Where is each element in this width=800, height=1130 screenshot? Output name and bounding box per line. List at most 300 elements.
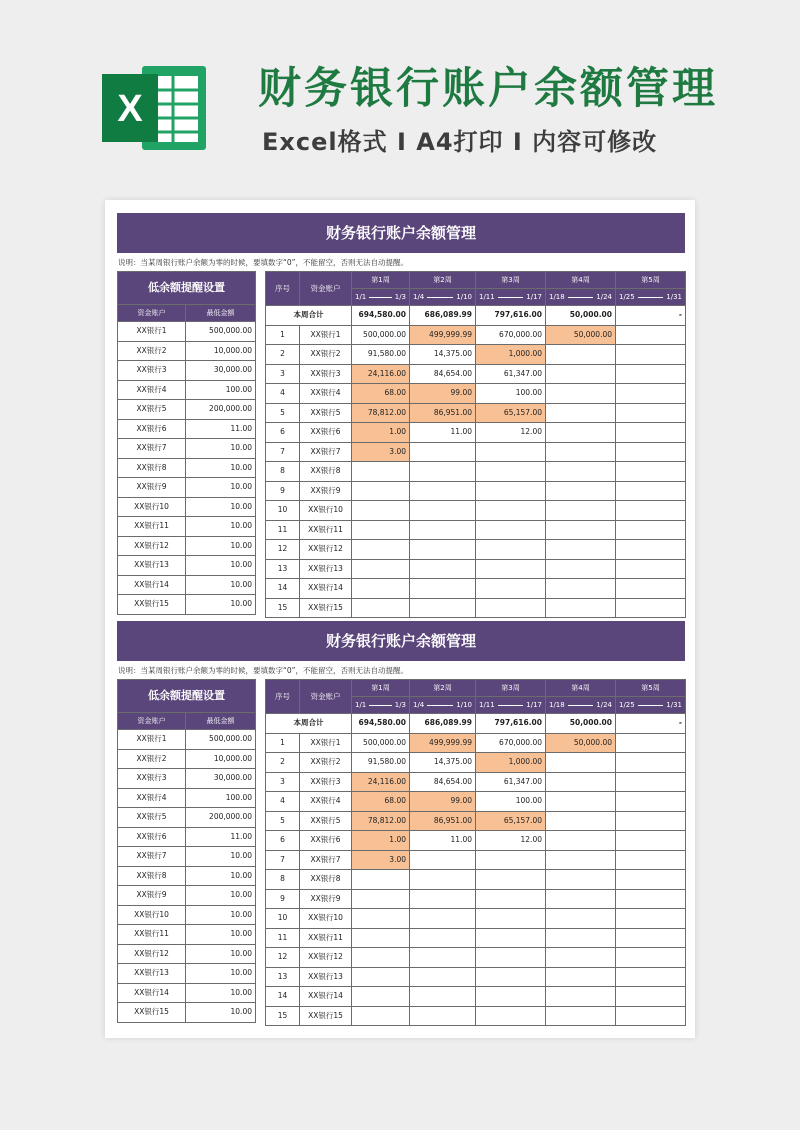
table-row — [266, 442, 686, 462]
range-dash — [638, 297, 664, 298]
balance-cell — [616, 909, 686, 929]
min-amount: 10.00 — [186, 595, 256, 615]
table-row — [266, 850, 686, 870]
row-number: 9 — [266, 481, 300, 501]
week-total: 686,089.99 — [410, 714, 476, 734]
range-dash — [568, 297, 594, 298]
balance-cell — [352, 520, 410, 540]
account-name: XX银行5 — [118, 400, 186, 420]
row-number: 1 — [266, 733, 300, 753]
range-dash — [427, 705, 453, 706]
column-header-no: 序号 — [266, 680, 300, 714]
balance-cell — [410, 559, 476, 579]
week-start-date: 1/11 — [479, 701, 495, 709]
min-amount: 10.00 — [186, 944, 256, 964]
account-name: XX银行8 — [300, 870, 352, 890]
row-number: 9 — [266, 889, 300, 909]
min-amount: 10.00 — [186, 439, 256, 459]
balance-cell: 91,580.00 — [352, 753, 410, 773]
week-end-date: 1/10 — [456, 293, 472, 301]
account-name: XX银行12 — [300, 948, 352, 968]
table-row — [266, 1006, 686, 1026]
table-row — [118, 730, 256, 750]
range-dash — [427, 297, 453, 298]
week-range — [616, 289, 686, 306]
range-dash — [498, 705, 524, 706]
balance-cell — [410, 501, 476, 521]
balance-cell — [616, 948, 686, 968]
balance-cell: 499,999.99 — [410, 733, 476, 753]
account-name: XX银行1 — [300, 733, 352, 753]
balance-cell — [546, 423, 616, 443]
account-name: XX银行5 — [300, 811, 352, 831]
row-number: 7 — [266, 442, 300, 462]
week-label: 第5周 — [616, 680, 686, 697]
balance-cell — [616, 870, 686, 890]
account-name: XX银行15 — [118, 595, 186, 615]
weekly-balance-table — [265, 679, 686, 1026]
balance-cell — [616, 364, 686, 384]
account-name: XX银行3 — [118, 361, 186, 381]
table-row — [266, 364, 686, 384]
table-row — [266, 753, 686, 773]
table-row — [118, 983, 256, 1003]
balance-cell — [616, 403, 686, 423]
balance-cell — [410, 598, 476, 618]
table-row — [266, 909, 686, 929]
balance-cell — [476, 540, 546, 560]
table-row — [118, 925, 256, 945]
week-label: 第1周 — [352, 272, 410, 289]
account-name: XX银行6 — [300, 423, 352, 443]
table-row — [266, 870, 686, 890]
account-name: XX银行4 — [300, 792, 352, 812]
table-row — [118, 419, 256, 439]
balance-cell — [352, 909, 410, 929]
week-label: 第4周 — [546, 680, 616, 697]
balance-cell — [616, 1006, 686, 1026]
page-subtitle: Excel格式 I A4打印 I 内容可修改 — [262, 128, 658, 156]
week-total: 686,089.99 — [410, 306, 476, 326]
account-name: XX银行5 — [300, 403, 352, 423]
account-name: XX银行3 — [300, 772, 352, 792]
min-amount: 10.00 — [186, 556, 256, 576]
week-range — [546, 697, 616, 714]
balance-cell — [476, 1006, 546, 1026]
week-label: 第3周 — [476, 272, 546, 289]
week-end-date: 1/10 — [456, 701, 472, 709]
balance-cell — [476, 850, 546, 870]
min-amount: 10.00 — [186, 1003, 256, 1023]
account-name: XX银行4 — [118, 380, 186, 400]
balance-cell: 50,000.00 — [546, 325, 616, 345]
balance-cell — [352, 462, 410, 482]
balance-cell — [546, 598, 616, 618]
table-row — [266, 501, 686, 521]
account-name: XX银行10 — [300, 501, 352, 521]
row-number: 14 — [266, 987, 300, 1007]
balance-cell — [410, 540, 476, 560]
balance-cell — [546, 753, 616, 773]
week-end-date: 1/24 — [596, 701, 612, 709]
balance-cell: 78,812.00 — [352, 403, 410, 423]
balance-cell — [352, 889, 410, 909]
balance-cell — [476, 520, 546, 540]
account-name: XX银行1 — [300, 325, 352, 345]
balance-cell — [546, 870, 616, 890]
balance-cell: 14,375.00 — [410, 345, 476, 365]
balance-cell — [546, 889, 616, 909]
balance-cell: 1,000.00 — [476, 753, 546, 773]
balance-cell — [476, 598, 546, 618]
row-number: 3 — [266, 364, 300, 384]
row-number: 10 — [266, 501, 300, 521]
week-range — [410, 289, 476, 306]
account-name: XX银行4 — [118, 788, 186, 808]
balance-cell — [410, 870, 476, 890]
totals-row — [266, 306, 686, 326]
header-banner — [0, 0, 800, 190]
row-number: 4 — [266, 384, 300, 404]
row-number: 6 — [266, 831, 300, 851]
account-name: XX银行3 — [300, 364, 352, 384]
row-number: 7 — [266, 850, 300, 870]
balance-cell — [546, 364, 616, 384]
account-name: XX银行15 — [300, 598, 352, 618]
table-row — [118, 478, 256, 498]
balance-cell — [410, 967, 476, 987]
table-row — [266, 948, 686, 968]
account-name: XX银行11 — [118, 517, 186, 537]
week-start-date: 1/25 — [619, 701, 635, 709]
balance-cell — [476, 948, 546, 968]
row-number: 15 — [266, 598, 300, 618]
column-header-account: 资金账户 — [118, 305, 186, 322]
table-row — [118, 749, 256, 769]
balance-cell — [476, 967, 546, 987]
table-row — [118, 400, 256, 420]
week-start-date: 1/18 — [549, 293, 565, 301]
balance-cell — [616, 987, 686, 1007]
totals-label: 本周合计 — [266, 714, 352, 734]
balance-cell: 670,000.00 — [476, 325, 546, 345]
min-amount: 100.00 — [186, 380, 256, 400]
balance-cell — [616, 967, 686, 987]
account-name: XX银行11 — [118, 925, 186, 945]
balance-cell — [546, 384, 616, 404]
account-name: XX银行4 — [300, 384, 352, 404]
week-range — [476, 289, 546, 306]
balance-cell: 11.00 — [410, 831, 476, 851]
balance-cell — [616, 850, 686, 870]
min-amount: 100.00 — [186, 788, 256, 808]
account-name: XX银行7 — [300, 850, 352, 870]
row-number: 13 — [266, 967, 300, 987]
row-number: 1 — [266, 325, 300, 345]
balance-cell — [352, 870, 410, 890]
account-name: XX银行5 — [118, 808, 186, 828]
min-amount: 10.00 — [186, 847, 256, 867]
balance-cell — [352, 559, 410, 579]
week-total: 694,580.00 — [352, 714, 410, 734]
table-row — [266, 928, 686, 948]
account-name: XX银行12 — [300, 540, 352, 560]
balance-cell: 99.00 — [410, 792, 476, 812]
table-row — [266, 987, 686, 1007]
balance-cell: 99.00 — [410, 384, 476, 404]
table-row — [266, 967, 686, 987]
balance-cell — [616, 811, 686, 831]
balance-cell — [616, 559, 686, 579]
table-row — [118, 769, 256, 789]
account-name: XX银行15 — [300, 1006, 352, 1026]
min-amount: 10.00 — [186, 925, 256, 945]
balance-cell: 78,812.00 — [352, 811, 410, 831]
week-label: 第2周 — [410, 272, 476, 289]
page-title: 财务银行账户余额管理 — [258, 64, 718, 114]
min-amount: 10.00 — [186, 536, 256, 556]
week-start-date: 1/4 — [413, 701, 425, 709]
balance-cell — [616, 579, 686, 599]
week-total: - — [616, 714, 686, 734]
min-amount: 10.00 — [186, 478, 256, 498]
balance-cell — [410, 928, 476, 948]
row-number: 15 — [266, 1006, 300, 1026]
table-row — [118, 497, 256, 517]
balance-cell — [476, 559, 546, 579]
balance-cell — [410, 442, 476, 462]
column-header-account: 资金账户 — [300, 272, 352, 306]
row-number: 12 — [266, 948, 300, 968]
balance-cell: 3.00 — [352, 850, 410, 870]
table-row — [118, 361, 256, 381]
balance-cell — [476, 481, 546, 501]
balance-cell — [546, 948, 616, 968]
balance-cell — [546, 792, 616, 812]
row-number: 3 — [266, 772, 300, 792]
range-dash — [498, 297, 524, 298]
account-name: XX银行1 — [118, 322, 186, 342]
min-amount: 200,000.00 — [186, 400, 256, 420]
row-number: 8 — [266, 870, 300, 890]
account-name: XX银行10 — [118, 497, 186, 517]
balance-cell — [476, 579, 546, 599]
balance-cell: 1,000.00 — [476, 345, 546, 365]
table-row — [266, 481, 686, 501]
document-sheet — [105, 200, 695, 1038]
account-name: XX银行14 — [118, 575, 186, 595]
row-number: 13 — [266, 559, 300, 579]
excel-logo-icon — [100, 60, 210, 156]
week-end-date: 1/17 — [526, 701, 542, 709]
min-amount: 30,000.00 — [186, 361, 256, 381]
week-total: 797,616.00 — [476, 306, 546, 326]
account-name: XX银行10 — [118, 905, 186, 925]
balance-cell — [410, 520, 476, 540]
week-start-date: 1/25 — [619, 293, 635, 301]
row-number: 4 — [266, 792, 300, 812]
min-amount: 10.00 — [186, 983, 256, 1003]
table-row — [118, 847, 256, 867]
low-balance-heading: 低余额提醒设置 — [118, 272, 256, 305]
week-total: 694,580.00 — [352, 306, 410, 326]
balance-cell: 11.00 — [410, 423, 476, 443]
table-row — [118, 556, 256, 576]
balance-cell — [476, 870, 546, 890]
balance-cell — [546, 987, 616, 1007]
balance-cell: 1.00 — [352, 831, 410, 851]
balance-cell — [546, 967, 616, 987]
balance-cell — [616, 792, 686, 812]
balance-cell — [616, 442, 686, 462]
account-name: XX银行2 — [118, 341, 186, 361]
account-name: XX银行3 — [118, 769, 186, 789]
table-row — [266, 579, 686, 599]
balance-cell: 84,654.00 — [410, 772, 476, 792]
balance-cell — [352, 928, 410, 948]
range-dash — [638, 705, 664, 706]
min-amount: 500,000.00 — [186, 730, 256, 750]
table-row — [118, 341, 256, 361]
balance-cell: 500,000.00 — [352, 733, 410, 753]
instruction-note: 说明：当某周银行账户余额为零的时候，要填数字“0”，不能留空，否则无法自动提醒。 — [118, 258, 409, 267]
table-row — [266, 811, 686, 831]
row-number: 6 — [266, 423, 300, 443]
table-row — [266, 520, 686, 540]
row-number: 12 — [266, 540, 300, 560]
week-range — [352, 289, 410, 306]
balance-cell — [616, 423, 686, 443]
balance-cell — [546, 850, 616, 870]
balance-cell: 3.00 — [352, 442, 410, 462]
table-row — [266, 345, 686, 365]
week-start-date: 1/4 — [413, 293, 425, 301]
svg-text:X: X — [117, 88, 143, 130]
balance-cell — [546, 501, 616, 521]
balance-cell: 68.00 — [352, 792, 410, 812]
table-row — [266, 559, 686, 579]
table-row — [118, 788, 256, 808]
balance-cell: 14,375.00 — [410, 753, 476, 773]
balance-cell: 500,000.00 — [352, 325, 410, 345]
low-balance-table — [117, 679, 256, 1023]
account-name: XX银行2 — [118, 749, 186, 769]
balance-cell — [352, 501, 410, 521]
account-name: XX银行13 — [300, 559, 352, 579]
table-row — [266, 423, 686, 443]
balance-cell: 86,951.00 — [410, 403, 476, 423]
week-end-date: 1/31 — [666, 701, 682, 709]
balance-cell — [546, 579, 616, 599]
account-name: XX银行9 — [300, 889, 352, 909]
range-dash — [568, 705, 594, 706]
balance-cell — [616, 345, 686, 365]
min-amount: 11.00 — [186, 827, 256, 847]
table-row — [118, 439, 256, 459]
balance-cell: 84,654.00 — [410, 364, 476, 384]
account-name: XX银行14 — [300, 579, 352, 599]
week-end-date: 1/24 — [596, 293, 612, 301]
balance-cell: 12.00 — [476, 831, 546, 851]
balance-cell — [616, 753, 686, 773]
balance-cell — [546, 772, 616, 792]
balance-cell — [410, 948, 476, 968]
table-row — [118, 322, 256, 342]
account-name: XX银行8 — [118, 866, 186, 886]
weekly-balance-table — [265, 271, 686, 618]
week-range — [410, 697, 476, 714]
account-name: XX银行7 — [300, 442, 352, 462]
account-name: XX银行13 — [118, 556, 186, 576]
instruction-note: 说明：当某周银行账户余额为零的时候，要填数字“0”，不能留空，否则无法自动提醒。 — [118, 666, 409, 675]
table-row — [118, 595, 256, 615]
account-name: XX银行9 — [118, 886, 186, 906]
balance-cell — [352, 579, 410, 599]
min-amount: 10.00 — [186, 905, 256, 925]
balance-cell — [352, 987, 410, 1007]
balance-cell — [616, 772, 686, 792]
account-name: XX银行8 — [118, 458, 186, 478]
week-end-date: 1/3 — [394, 293, 406, 301]
balance-cell: 1.00 — [352, 423, 410, 443]
table-row — [118, 808, 256, 828]
balance-cell — [410, 579, 476, 599]
table-row — [118, 905, 256, 925]
table-row — [266, 325, 686, 345]
balance-cell — [546, 520, 616, 540]
account-name: XX银行11 — [300, 928, 352, 948]
balance-cell — [352, 598, 410, 618]
week-label: 第1周 — [352, 680, 410, 697]
table-row — [266, 772, 686, 792]
account-name: XX银行10 — [300, 909, 352, 929]
week-range — [546, 289, 616, 306]
balance-cell — [352, 540, 410, 560]
row-number: 2 — [266, 345, 300, 365]
balance-cell — [546, 462, 616, 482]
table-row — [118, 866, 256, 886]
min-amount: 10.00 — [186, 886, 256, 906]
min-amount: 10.00 — [186, 497, 256, 517]
week-total: - — [616, 306, 686, 326]
balance-cell — [616, 540, 686, 560]
account-name: XX银行14 — [300, 987, 352, 1007]
row-number: 5 — [266, 811, 300, 831]
row-number: 14 — [266, 579, 300, 599]
account-name: XX银行15 — [118, 1003, 186, 1023]
account-name: XX银行7 — [118, 439, 186, 459]
balance-cell — [546, 540, 616, 560]
sheet-title: 财务银行账户余额管理 — [117, 621, 685, 661]
min-amount: 11.00 — [186, 419, 256, 439]
balance-cell — [616, 384, 686, 404]
balance-cell — [410, 850, 476, 870]
week-label: 第2周 — [410, 680, 476, 697]
totals-row — [266, 714, 686, 734]
balance-cell — [352, 948, 410, 968]
week-total: 50,000.00 — [546, 306, 616, 326]
balance-cell — [476, 462, 546, 482]
balance-cell — [546, 928, 616, 948]
balance-cell — [616, 831, 686, 851]
week-end-date: 1/31 — [666, 293, 682, 301]
account-name: XX银行8 — [300, 462, 352, 482]
balance-cell: 100.00 — [476, 384, 546, 404]
account-name: XX银行13 — [118, 964, 186, 984]
table-row — [266, 540, 686, 560]
balance-cell — [616, 462, 686, 482]
balance-cell — [546, 403, 616, 423]
